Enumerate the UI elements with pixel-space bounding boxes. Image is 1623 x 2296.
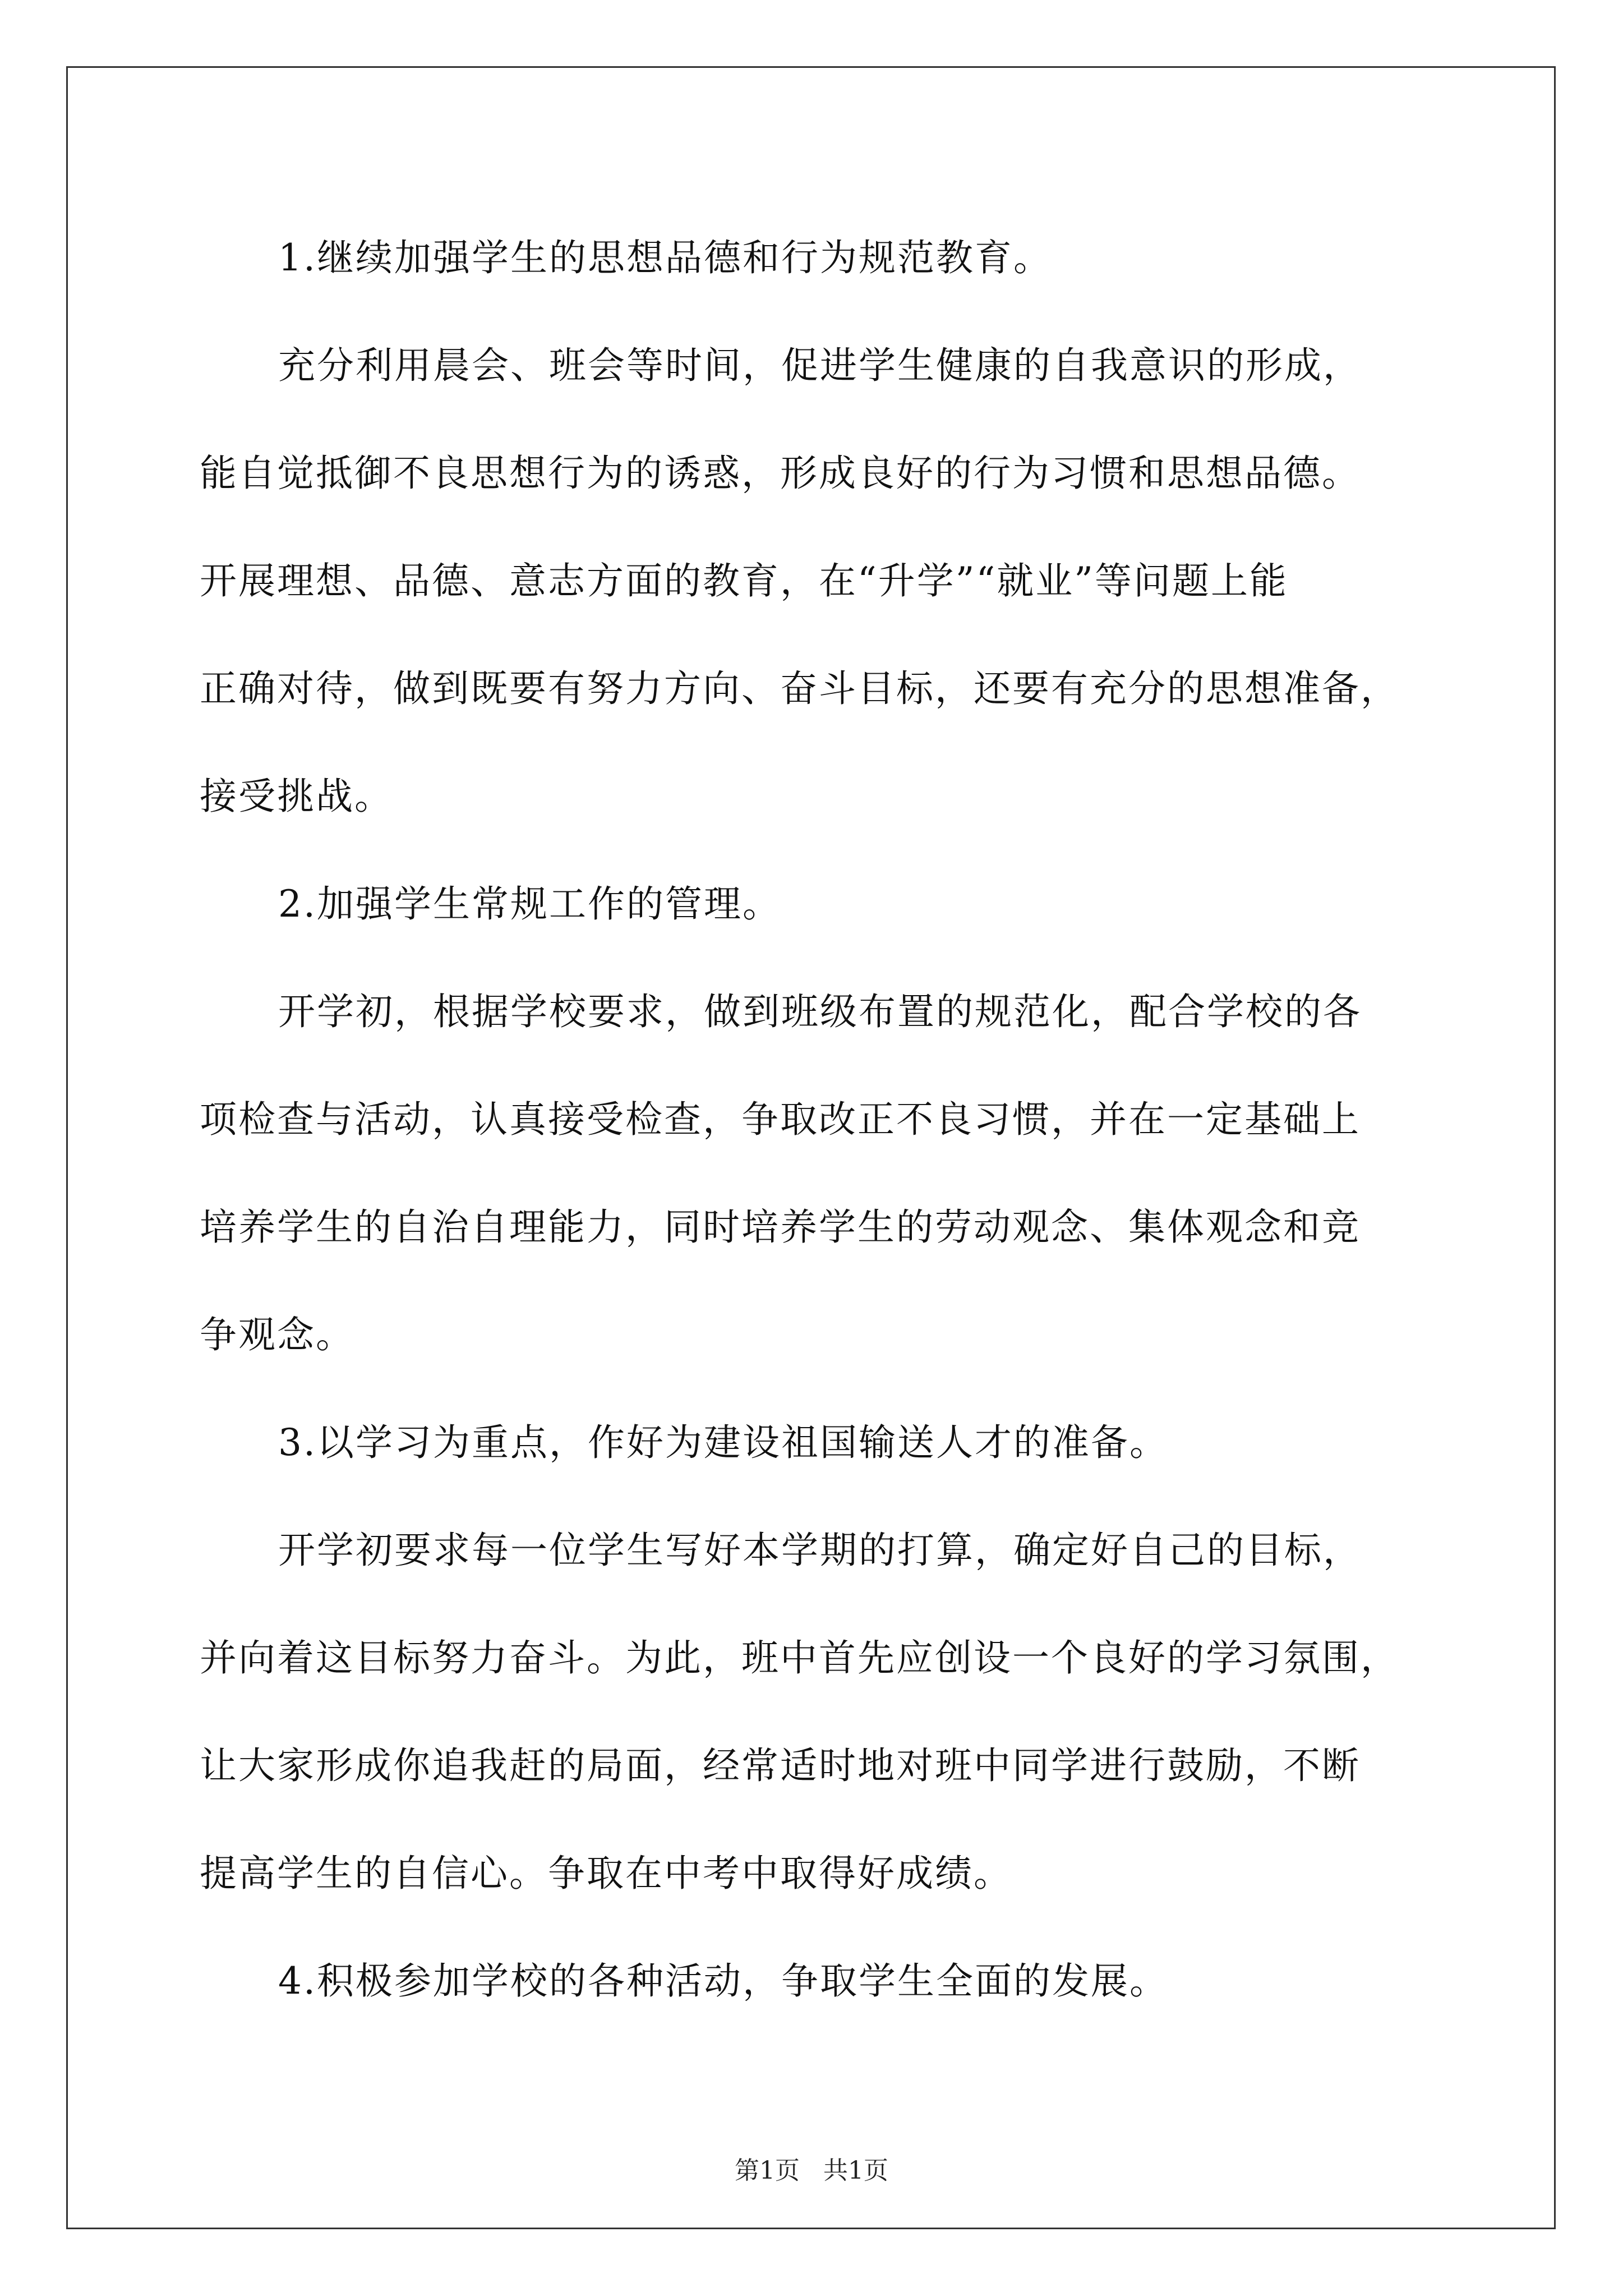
- text-line: 并向着这目标努力奋斗。为此，班中首先应创设一个良好的学习氛围，: [200, 1636, 1399, 1680]
- text-line: 3.以学习为重点，作好为建设祖国输送人才的准备。: [278, 1421, 1168, 1464]
- text-line: 接受挑战。: [200, 775, 393, 818]
- text-line: 争观念。: [200, 1313, 354, 1356]
- paragraph-heading-2: [200, 850, 1456, 958]
- text-line: 正确对待，做到既要有努力方向、奋斗目标，还要有充分的思想准备，: [200, 667, 1399, 710]
- paragraph-body-1: [200, 312, 1456, 850]
- text-line: 让大家形成你追我赶的局面，经常适时地对班中同学进行鼓励，不断: [200, 1744, 1361, 1787]
- paragraph-heading-4: [200, 1927, 1456, 2035]
- text-line: 项检查与活动，认真接受检查，争取改正不良习惯，并在一定基础上: [200, 1098, 1361, 1141]
- text-line: 开学初，根据学校要求，做到班级布置的规范化，配合学校的各: [278, 990, 1362, 1033]
- text-line: 充分利用晨会、班会等时间，促进学生健康的自我意识的形成，: [278, 344, 1362, 387]
- paragraph-body-2: [200, 958, 1456, 1389]
- paragraph-heading-1: [200, 204, 1456, 312]
- text-line: 提高学生的自信心。争取在中考中取得好成绩。: [200, 1852, 1012, 1895]
- text-line: 2.加强学生常规工作的管理。: [278, 882, 781, 926]
- text-line: 1.继续加强学生的思想品德和行为规范教育。: [278, 236, 1052, 279]
- page-number-footer: 第1页 共1页: [735, 2156, 888, 2185]
- text-line: 开展理想、品德、意志方面的教育，在“升学”“就业”等问题上能: [200, 559, 1288, 602]
- text-line: 4.积极参加学校的各种活动，争取学生全面的发展。: [278, 1959, 1168, 2003]
- paragraph-heading-3: [200, 1389, 1456, 1497]
- paragraph-body-3: [200, 1497, 1456, 1927]
- text-line: 开学初要求每一位学生写好本学期的打算，确定好自己的目标，: [278, 1529, 1362, 1572]
- document-body: [200, 204, 1456, 2035]
- text-line: 培养学生的自治自理能力，同时培养学生的劳动观念、集体观念和竞: [200, 1205, 1361, 1249]
- text-line: 能自觉抵御不良思想行为的诱惑，形成良好的行为习惯和思想品德。: [200, 452, 1361, 495]
